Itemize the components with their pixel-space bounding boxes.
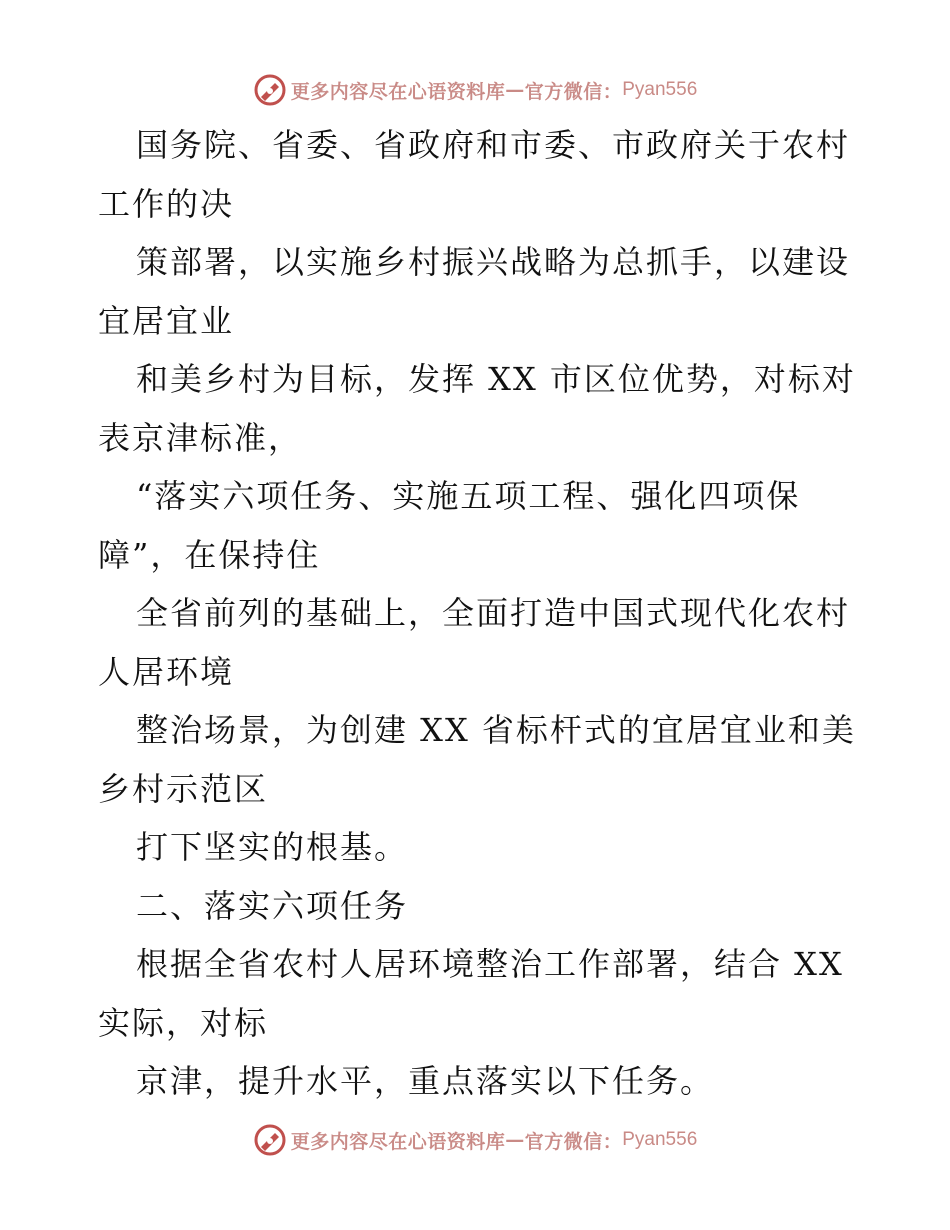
document-line: 表京津标准， — [98, 418, 303, 457]
document-line: 打下坚实的根基。 — [136, 828, 409, 866]
document-line: 国务院、省委、省政府和市委、市政府关于农村 — [136, 126, 851, 164]
document-line: “落实六项任务、实施五项工程、强化四项保 — [136, 477, 801, 515]
watermark-wechat-label: 官方微信： — [524, 80, 623, 103]
watermark-wechat-id: Pyan556 — [622, 79, 698, 100]
document-line: 宜居宜业 — [98, 301, 235, 340]
pen-logo-icon — [253, 73, 287, 107]
document-line: 乡村示范区 — [98, 769, 269, 808]
document-line: 整治场景，为创建 XX 省标杆式的宜居宜业和美 — [136, 711, 856, 749]
watermark-site-text: 更多内容尽在心语资料库 — [290, 1130, 506, 1153]
document-line: 人居环境 — [98, 652, 235, 691]
watermark-wechat-id: Pyan556 — [622, 1129, 698, 1150]
watermark-dash: — — [505, 79, 525, 101]
watermark-site-text: 更多内容尽在心语资料库 — [290, 80, 506, 103]
document-line: 二、落实六项任务 — [136, 886, 409, 925]
pen-logo-icon — [253, 1123, 287, 1157]
document-line: 根据全省农村人居环境整治工作部署，结合 XX — [136, 945, 844, 983]
document-line: 京津，提升水平，重点落实以下任务。 — [136, 1062, 715, 1100]
document-line: 实际，对标 — [98, 1003, 269, 1042]
watermark-footer — [0, 1120, 950, 1160]
watermark-header — [0, 70, 950, 110]
watermark-wechat-label: 官方微信： — [524, 1130, 623, 1153]
document-line: 工作的决 — [98, 184, 235, 223]
document-line: 障”，在保持住 — [98, 535, 321, 574]
document-line: 全省前列的基础上，全面打造中国式现代化农村 — [136, 594, 851, 632]
document-line: 和美乡村为目标，发挥 XX 市区位优势，对标对 — [136, 360, 856, 398]
document-line: 策部署，以实施乡村振兴战略为总抓手，以建设 — [136, 243, 851, 281]
watermark-dash: — — [505, 1129, 525, 1151]
document-body — [98, 116, 858, 1111]
